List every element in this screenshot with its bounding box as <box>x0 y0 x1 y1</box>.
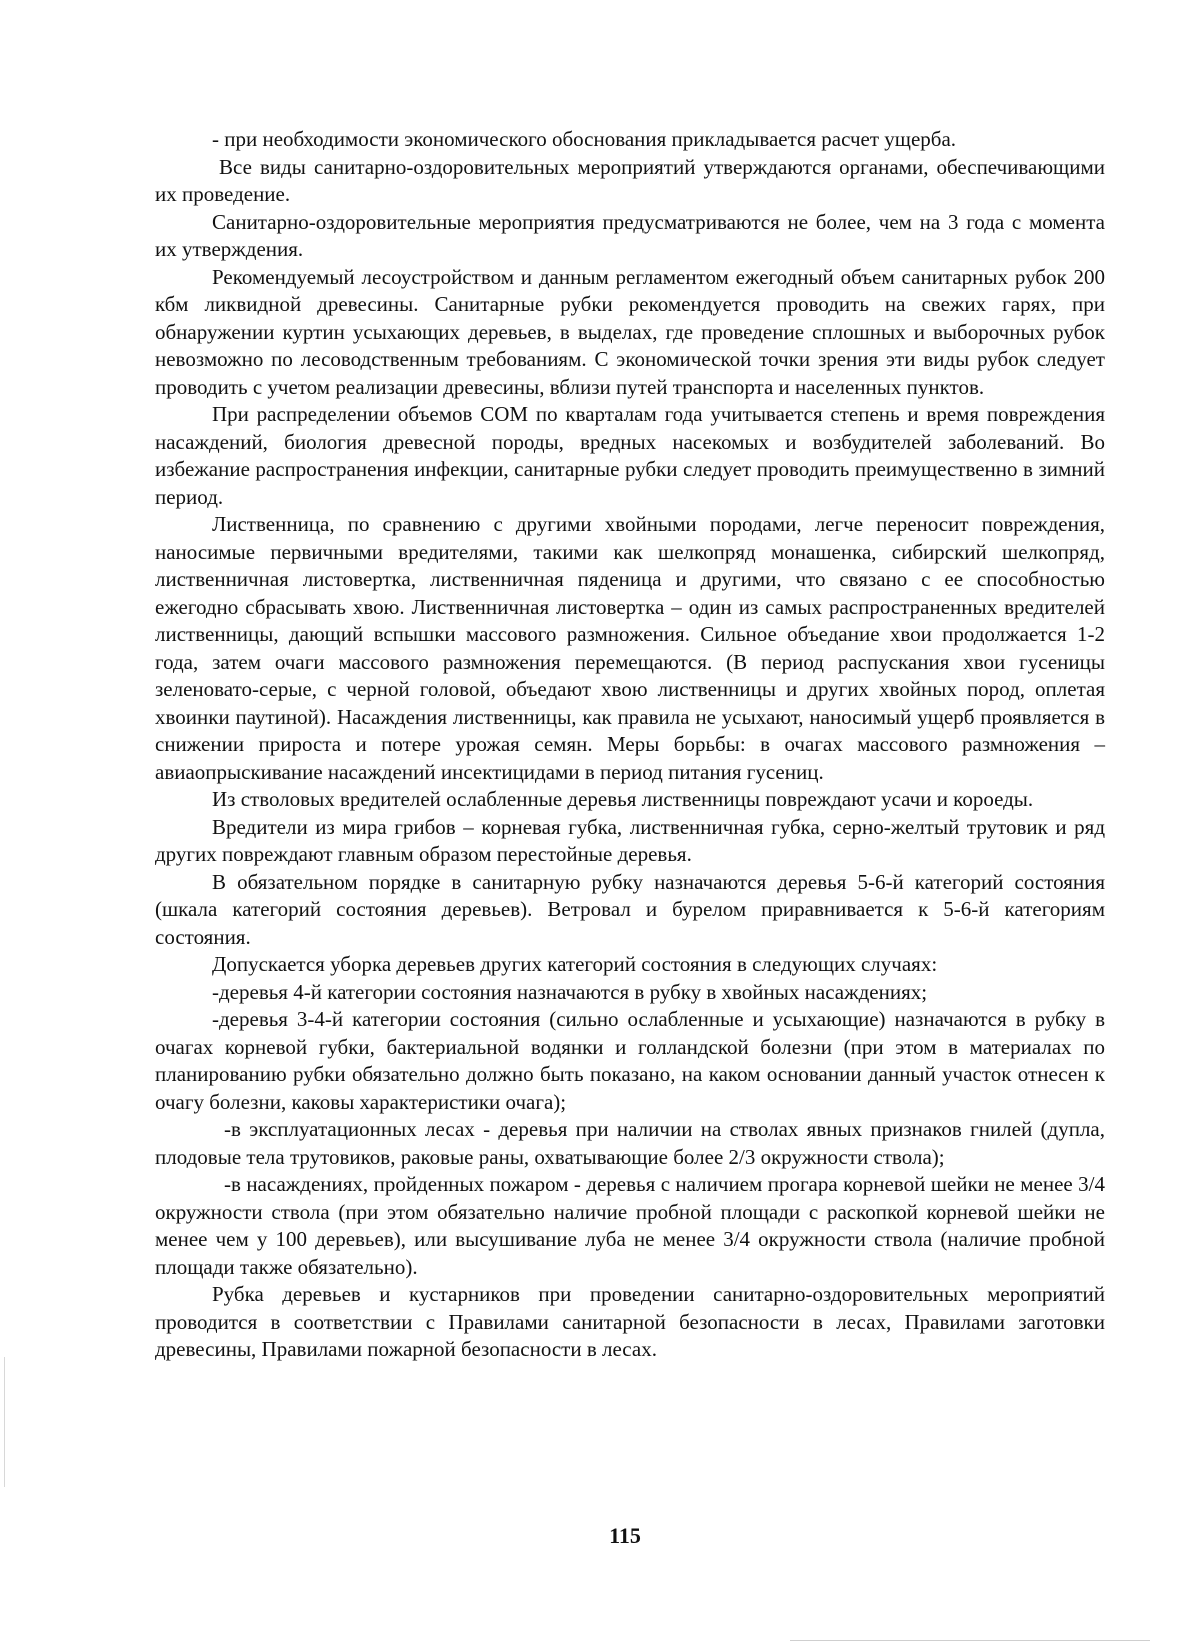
paragraph-category-4: -деревья 4-й категории состояния назначаются в рубку в хвойных насаждениях; <box>212 979 928 1004</box>
paragraph-term: Санитарно-оздоровительные мероприятия предусматриваются не более, чем на 3 года с момента их утверждения. <box>155 209 1105 261</box>
paragraph-exploitation-forests: -в эксплуатационных лесах - деревья при наличии на стволах явных признаков гнилей (дупла, плодовые тела трутовиков, раковые раны, охватывающие более 2/3 окружности ствола); <box>155 1117 1105 1169</box>
paragraph-stem-pests: Из стволовых вредителей ослабленные деревья лиственницы повреждают усачи и короеды. <box>212 787 1034 811</box>
paragraph-approval: Все виды санитарно-оздоровительных мероприятий утверждаются органами, обеспечивающими их проведение. <box>155 154 1105 206</box>
paragraph-larch-pests: Лиственница, по сравнению с другими хвойными породами, легче переносит повреждения, наносимые первичными вредителями, такими как шелкопряд монашенка, сибирский шелкопряд, лиственничная листовертка, лиственничная пяденица и другими, что связано с ее способностью ежегодно сбрасывать хвою. Лиственничная листовертка – один из самых распространенных вредителей лиственницы, дающий вспышки массового размножения. Сильное объедание хвои продолжается 1-2 года, затем очаги массового размножения перемещаются. (В период распускания хвои гусеницы зеленовато-серые, с черной головой, объедают хвою лиственницы и других хвойных пород, оплетая хвоинки паутиной). Насаждения лиственницы, как правила не усыхают, наносимый ущерб проявляется в снижении прироста и потере урожая семян. Меры борьбы: в очагах массового размножения – авиаопрыскивание насаждений инсектицидами в период питания гусениц. <box>155 512 1105 784</box>
page-number: 115 <box>609 1523 641 1548</box>
paragraph-recommended-volume: Рекомендуемый лесоустройством и данным регламентом ежегодный объем санитарных рубок 200 кбм ликвидной древесины. Санитарные рубки рекомендуется проводить на свежих гарях, при обнаружении куртин усыхающих деревьев, в выделах, где проведение сплошных и выборочных рубок невозможно по лесоводственным требованиям. С экономической точки зрения эти виды рубок следует проводить с учетом реализации древесины, вблизи путей транспорта и населенных пунктов. <box>155 264 1105 399</box>
paragraph-fire-damaged: -в насаждениях, пройденных пожаром - деревья с наличием прогара корневой шейки не менее 3/4 окружности ствола (при этом обязательно наличие пробной площади с раскопкой корневой шейки не менее чем у 100 деревьев), или высушивание луба не менее 3/4 окружности ствола (наличие пробной площади также обязательно). <box>155 1172 1105 1279</box>
paragraph-fungal-pests: Вредители из мира грибов – корневая губка, лиственничная губка, серно-желтый трутовик и ряд других повреждают главным образом перестойные деревья. <box>155 814 1105 866</box>
paragraph-distribution: При распределении объемов СОМ по кварталам года учитывается степень и время повреждения насаждений, биология древесной породы, вредных насекомых и возбудителей заболеваний. Во избежание распространения инфекции, санитарные рубки следует проводить преимущественно в зимний период. <box>155 402 1105 509</box>
body-text <box>155 126 1105 1364</box>
paragraph-damage-calculation: - при необходимости экономического обоснования прикладывается расчет ущерба. <box>212 127 957 151</box>
scan-mark-bottom <box>790 1640 1150 1641</box>
scan-mark-left <box>4 1357 5 1487</box>
paragraph-allowed-removal: Допускается уборка деревьев других категорий состояния в следующих случаях: <box>212 952 938 976</box>
paragraph-category-3-4: -деревья 3-4-й категории состояния (сильно ослабленные и усыхающие) назначаются в рубку в очагах корневой губки, бактериальной водянки и голландской болезни (при этом в материалах по планированию рубки обязательно должно быть показано, на каком основании данный участок отнесен к очагу болезни, каковы характеристики очага); <box>155 1007 1105 1114</box>
paragraph-rules: Рубка деревьев и кустарников при проведении санитарно-оздоровительных мероприятий проводится в соответствии с Правилами санитарной безопасности в лесах, Правилами заготовки древесины, Правилами пожарной безопасности в лесах. <box>155 1282 1105 1361</box>
paragraph-mandatory-felling: В обязательном порядке в санитарную рубку назначаются деревья 5-6-й категорий состояния (шкала категорий состояния деревьев). Ветровал и бурелом приравнивается к 5-6-й категориям состояния. <box>155 869 1105 949</box>
